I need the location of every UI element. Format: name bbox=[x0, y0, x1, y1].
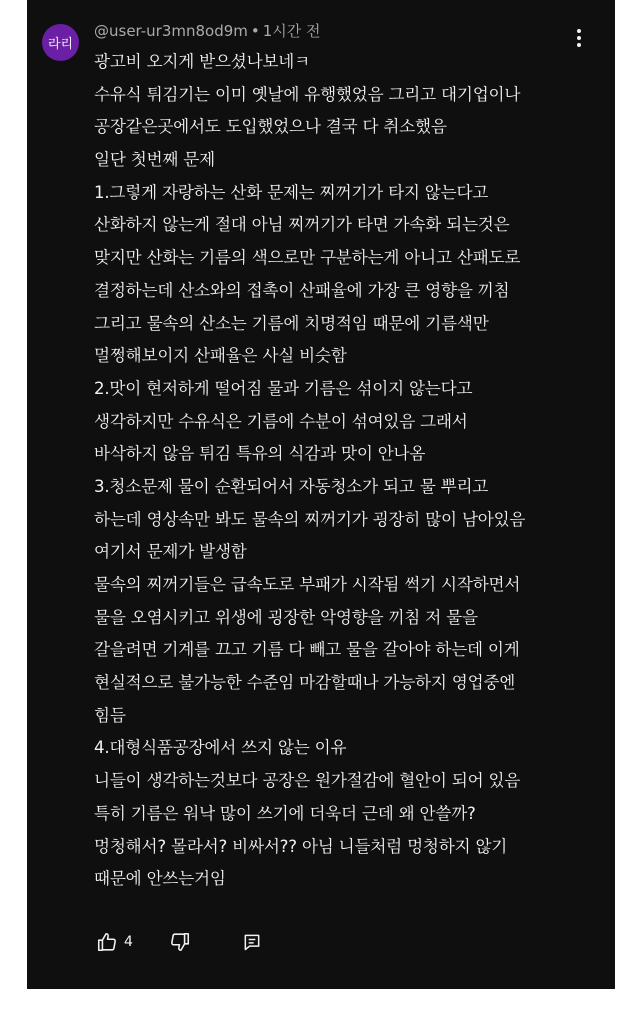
comment-line: 멀쩡해보이지 산패율은 사실 비슷함 bbox=[94, 346, 347, 366]
comment-line: 4.대형식품공장에서 쓰지 않는 이유 bbox=[94, 738, 347, 758]
comment-line: 바삭하지 않음 튀김 특유의 식감과 맛이 안나옴 bbox=[94, 444, 426, 464]
separator: • bbox=[250, 22, 260, 40]
comment-line: 갈을려면 기계를 끄고 기름 다 빼고 물을 갈아야 하는데 이게 bbox=[94, 640, 520, 660]
comment-line: 3.청소문제 물이 순환되어서 자동청소가 되고 물 뿌리고 bbox=[94, 476, 489, 496]
comment-line: 광고비 오지게 받으셨나보네ㅋ bbox=[94, 52, 310, 71]
dislike-button[interactable] bbox=[167, 929, 193, 955]
avatar-label: 라리 bbox=[47, 37, 74, 52]
reply-icon bbox=[242, 932, 262, 952]
comment-line: 힘듬 bbox=[94, 705, 126, 725]
comment-line: 수유식 튀김기는 이미 옛날에 유행했었음 그리고 대기업이나 bbox=[94, 84, 521, 104]
comment-line: 산화하지 않는게 절대 아님 찌꺼기가 타면 가속화 되는것은 bbox=[94, 215, 510, 235]
reply-button[interactable] bbox=[239, 929, 265, 955]
like-button[interactable] bbox=[94, 929, 120, 955]
comment-line: 하는데 영상속만 봐도 물속의 찌꺼기가 굉장히 많이 남아있음 bbox=[94, 509, 526, 529]
comment-line: 맞지만 산화는 기름의 색으로만 구분하는게 아니고 산패도로 bbox=[94, 248, 521, 268]
comment-line: 공장같은곳에서도 도입했었으나 결국 다 취소했음 bbox=[94, 117, 447, 137]
avatar[interactable] bbox=[42, 24, 79, 61]
comment-line: 여기서 문제가 발생함 bbox=[94, 542, 247, 562]
comment-line: 물을 오염시키고 위생에 굉장한 악영향을 끼침 저 물을 bbox=[94, 607, 478, 627]
comment-line: 니들이 생각하는것보다 공장은 원가절감에 혈안이 되어 있음 bbox=[94, 771, 521, 791]
timestamp[interactable]: 1시간 전 bbox=[262, 22, 321, 40]
comment-card bbox=[27, 0, 615, 989]
comment-line: 생각하지만 수유식은 기름에 수분이 섞여있음 그래서 bbox=[94, 411, 468, 431]
like-count: 4 bbox=[124, 934, 133, 950]
username[interactable]: @user-ur3mn8od9m bbox=[94, 22, 248, 40]
comment-line: 물속의 찌꺼기들은 급속도로 부패가 시작됨 썩기 시작하면서 bbox=[94, 575, 521, 594]
comment-header bbox=[94, 20, 321, 42]
comment-line: 특히 기름은 워낙 많이 쓰기에 더욱더 근데 왜 안쓸까? bbox=[94, 803, 476, 823]
comment-line: 1.그렇게 자랑하는 산화 문제는 찌꺼기가 타지 않는다고 bbox=[94, 182, 489, 202]
comment-actions bbox=[94, 928, 265, 956]
comment-line: 2.맛이 현저하게 떨어짐 물과 기름은 섞이지 않는다고 bbox=[94, 378, 473, 398]
comment-line: 일단 첫번째 문제 bbox=[94, 150, 215, 170]
comment-line: 그리고 물속의 산소는 기름에 치명적임 때문에 기름색만 bbox=[94, 313, 489, 333]
comment-line: 때문에 안쓰는거임 bbox=[94, 869, 226, 889]
comment-text bbox=[94, 46, 609, 896]
thumbs-down-icon bbox=[169, 931, 191, 953]
comment-line: 결정하는데 산소와의 접촉이 산패율에 가장 큰 영향을 끼침 bbox=[94, 280, 510, 300]
thumbs-up-icon bbox=[96, 931, 118, 953]
comment-line: 멍청해서? 몰라서? 비싸서?? 아님 니들처럼 멍청하지 않기 bbox=[94, 836, 508, 856]
comment-line: 현실적으로 불가능한 수준임 마감할때나 가능하지 영업중엔 bbox=[94, 673, 516, 693]
